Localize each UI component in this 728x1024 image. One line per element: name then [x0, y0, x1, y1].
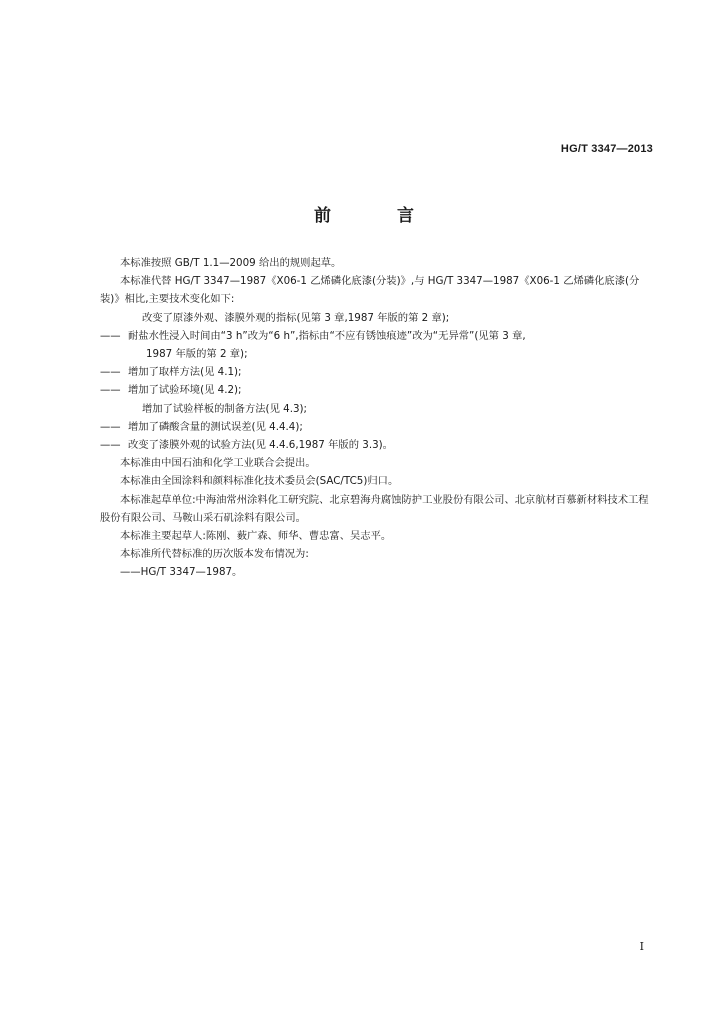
page-number: I	[639, 940, 644, 953]
change-item-phosphoric	[100, 418, 655, 436]
change-item-test-method	[100, 436, 655, 454]
dash-marker: ——	[100, 329, 121, 342]
paragraph-drafting-rules: 本标准按照 GB/T 1.1—2009 给出的规则起草。	[120, 257, 342, 269]
change-item-panel-prep: 增加了试验样板的制备方法(见 4.3);	[142, 402, 308, 415]
change-item-salt-water-cont: 1987 年版的第 2 章);	[146, 348, 248, 361]
change-item-sampling	[100, 363, 655, 381]
standard-code: HG/T 3347—2013	[560, 143, 653, 155]
paragraph-committee: 本标准由全国涂料和颜料标准化技术委员会(SAC/TC5)归口。	[120, 475, 399, 488]
change-text: 增加了试验环境(见 4.2);	[128, 384, 242, 397]
dash-marker: ——	[100, 384, 121, 397]
dash-marker: ——	[100, 366, 121, 379]
foreword-body	[100, 254, 655, 582]
paragraph-replacement: 本标准代替 HG/T 3347—1987《X06-1 乙烯磷化底漆(分装)》,与 HG/T 3347—1987《X06-1 乙烯磷化底漆(分装)》相比,主要技术变化如下:	[100, 275, 640, 306]
change-text: 增加了磷酸含量的测试误差(见 4.4.4);	[128, 420, 303, 433]
change-item-salt-water	[100, 327, 655, 345]
paragraph-history: 本标准所代替标准的历次版本发布情况为:	[120, 548, 309, 561]
change-item-appearance: 改变了原漆外观、漆膜外观的指标(见第 3 章,1987 年版的第 2 章);	[142, 311, 450, 324]
change-text: 耐盐水性浸入时间由“3 h”改为“6 h”,指标由“不应有锈蚀痕迹”改为“无异常”(见第 3 章,	[128, 329, 526, 342]
change-text: 改变了漆膜外观的试验方法(见 4.4.6,1987 年版的 3.3)。	[128, 439, 393, 452]
dash-marker: ——	[100, 420, 121, 433]
change-text: 增加了取样方法(见 4.1);	[128, 366, 242, 379]
paragraph-drafting-units: 本标准起草单位:中海油常州涂料化工研究院、北京碧海舟腐蚀防护工业股份有限公司、北京航材百慕新材料技术工程股份有限公司、马鞍山采石矶涂料有限公司。	[100, 493, 649, 524]
change-item-environment	[100, 381, 655, 399]
dash-marker: ——	[100, 439, 121, 452]
paragraph-history-item: ——HG/T 3347—1987。	[120, 566, 243, 579]
page-title: 前 言	[314, 206, 444, 226]
paragraph-proposer: 本标准由中国石油和化学工业联合会提出。	[120, 457, 316, 470]
paragraph-drafters: 本标准主要起草人:陈刚、薮广森、师华、曹忠富、吴志平。	[120, 530, 392, 543]
